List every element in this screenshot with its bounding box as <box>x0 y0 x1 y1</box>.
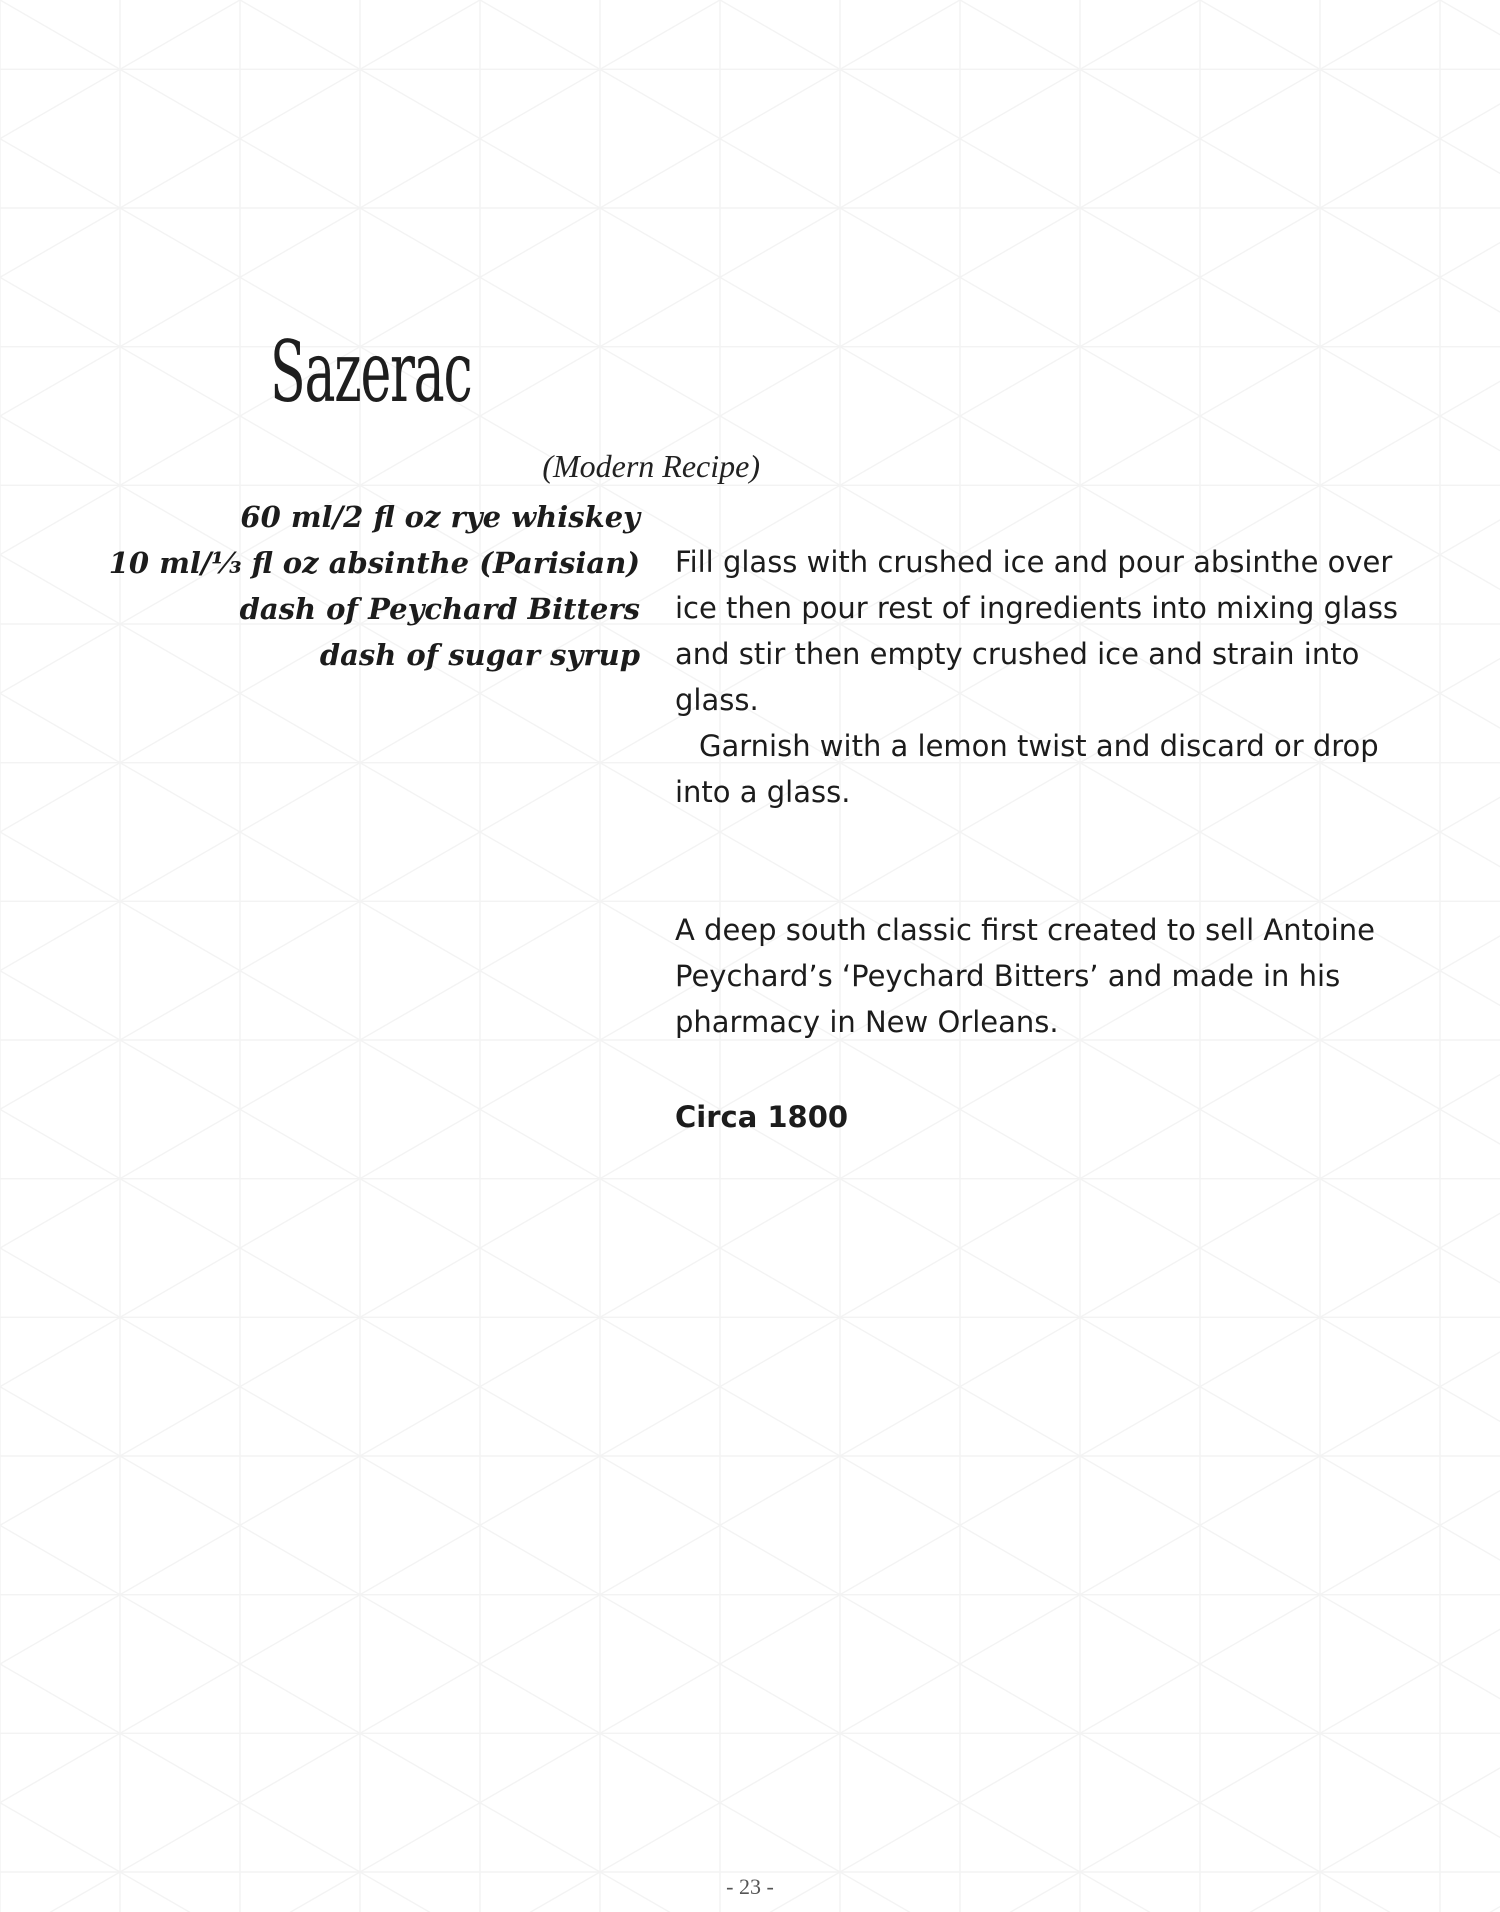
ingredient-item: dash of Peychard Bitters <box>239 592 640 626</box>
ingredient-item: 10 ml/⅓ fl oz absinthe (Parisian) <box>108 546 640 580</box>
method-text <box>675 539 1415 815</box>
recipe-subtitle: (Modern Recipe) <box>542 448 760 484</box>
page-number: - 23 - <box>726 1874 774 1899</box>
era-label: Circa 1800 <box>675 1100 849 1134</box>
method-step: Fill glass with crushed ice and pour absinthe over ice then pour rest of ingredients into mixing glass and stir then empty crushed ice and strain into glass. <box>675 545 1399 717</box>
recipe-title: Sazerac <box>270 323 472 421</box>
ingredients-list <box>109 494 640 678</box>
method-step: Garnish with a lemon twist and discard or drop into a glass. <box>675 729 1379 809</box>
ingredient-item: dash of sugar syrup <box>319 638 640 672</box>
ingredient-item: 60 ml/2 fl oz rye whiskey <box>240 500 640 534</box>
history-paragraph: A deep south classic first created to sell Antoine Peychard’s ‘Peychard Bitters’ and made in his pharmacy in New Orleans. <box>675 913 1375 1039</box>
